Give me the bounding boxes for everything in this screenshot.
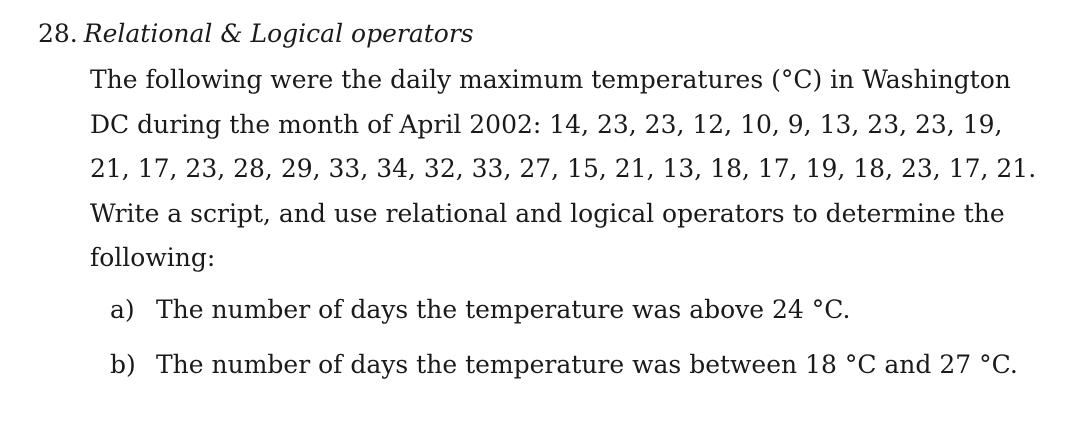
subquestion-text: The number of days the temperature was between 18 °C and 27 °C. (156, 350, 1018, 379)
problem-statement (90, 58, 1037, 281)
statement-line: 21, 17, 23, 28, 29, 33, 34, 32, 33, 27, 15, 21, 13, 18, 17, 19, 18, 23, 17, 21. (90, 154, 1037, 183)
statement-line: following: (90, 243, 216, 272)
problem-number: 28. (38, 19, 78, 48)
subquestion-a (110, 290, 1018, 330)
subquestion-label: a) (110, 295, 135, 324)
subquestion-b (110, 345, 1018, 385)
subquestion-list (110, 290, 1018, 400)
statement-line: The following were the daily maximum temperatures (°C) in Washington (90, 65, 1011, 94)
problem-title: Relational & Logical operators (83, 19, 474, 48)
statement-line: Write a script, and use relational and logical operators to determine the (90, 198, 1005, 228)
subquestion-label: b) (110, 350, 136, 379)
problem-heading (38, 14, 474, 54)
subquestion-text: The number of days the temperature was above 24 °C. (156, 295, 851, 324)
statement-line: DC during the month of April 2002: 14, 23, 23, 12, 10, 9, 13, 23, 23, 19, (90, 109, 1003, 139)
